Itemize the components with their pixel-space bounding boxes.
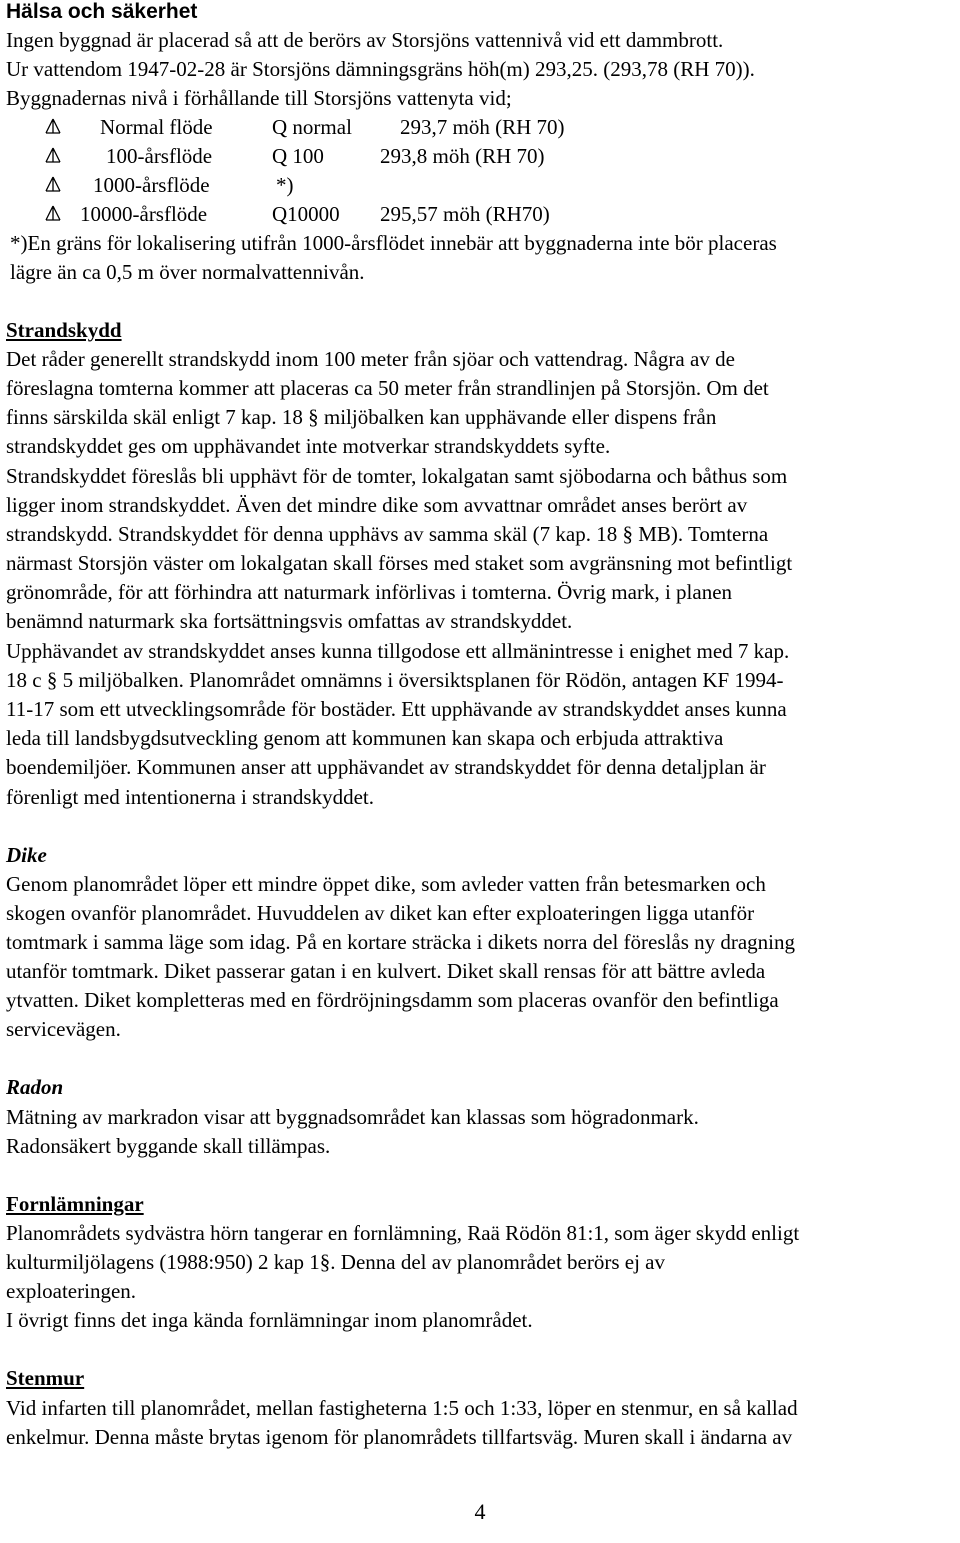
flow-name: 100-årsflöde [106, 144, 213, 168]
paragraph-line: föreslagna tomterna kommer att placeras ca 50 meter från strandlinjen på Storsjön. Om det [6, 376, 769, 400]
flow-name: 1000-årsflöde [93, 173, 210, 197]
heading-stenmur: Stenmur [6, 1366, 85, 1390]
heading-dike: Dike [6, 843, 47, 867]
paragraph-line: strandskyddet ges om upphävandet inte motverkar strandskyddets syfte. [6, 434, 611, 458]
note-line: lägre än ca 0,5 m över normalvattennivån. [10, 260, 365, 284]
heading-radon: Radon [6, 1075, 64, 1099]
heading-fornlamningar: Fornlämningar [6, 1192, 144, 1216]
flow-q: Q 100 [272, 144, 324, 168]
page-number: 4 [474, 1499, 486, 1524]
paragraph-line: Planområdets sydvästra hörn tangerar en fornlämning, Raä Rödön 81:1, som äger skydd enligt [6, 1221, 800, 1245]
paragraph-line: förenligt med intentionerna i strandskyddet. [6, 785, 374, 809]
flow-row-10000 [0, 200, 960, 229]
paragraph-line: boendemiljöer. Kommunen anser att upphävandet av strandskyddet för denna detaljplan är [6, 755, 766, 779]
triangle-bullet-icon [44, 205, 62, 223]
paragraph-line: enkelmur. Denna måste brytas igenom för planområdets tillfartsväg. Muren skall i ändarna av [6, 1425, 793, 1449]
paragraph-line: Ingen byggnad är placerad så att de berörs av Storsjöns vattennivå vid ett dammbrott. [6, 28, 724, 52]
paragraph-line: Byggnadernas nivå i förhållande till Storsjöns vattenyta vid; [6, 86, 512, 110]
heading-strandskydd: Strandskydd [6, 318, 122, 342]
paragraph-line: servicevägen. [6, 1017, 121, 1041]
heading-halsa-och-sakerhet: Hälsa och säkerhet [6, 0, 198, 23]
paragraph-line: ytvatten. Diket kompletteras med en fördröjningsdamm som placeras ovanför den befintliga [6, 988, 779, 1012]
paragraph-line: Mätning av markradon visar att byggnadsområdet kan klassas som högradonmark. [6, 1105, 699, 1129]
paragraph-line: kulturmiljölagens (1988:950) 2 kap 1§. Denna del av planområdet berörs ej av [6, 1250, 665, 1274]
paragraph-line: tomtmark i samma läge som idag. På en kortare sträcka i dikets norra del föreslås ny dragning [6, 930, 796, 954]
paragraph-line: grönområde, för att förhindra att naturmark införlivas i tomterna. Övrig mark, i planen [6, 580, 733, 604]
paragraph-line: ligger inom strandskyddet. Även det mindre dike som avvattnar området anses berört av [6, 493, 748, 517]
flow-row-normal [0, 113, 960, 142]
paragraph-line: utanför tomtmark. Diket passerar gatan i en kulvert. Diket skall rensas för att bättre avleda [6, 959, 766, 983]
paragraph-line: exploateringen. [6, 1279, 137, 1303]
paragraph-line: Strandskyddet föreslås bli upphävt för de tomter, lokalgatan samt sjöbodarna och båthus som [6, 464, 788, 488]
paragraph-line: Radonsäkert byggande skall tillämpas. [6, 1134, 331, 1158]
flow-name: Normal flöde [100, 115, 213, 139]
flow-level: 295,57 möh (RH70) [380, 202, 550, 226]
flow-level: 293,7 möh (RH 70) [400, 115, 565, 139]
paragraph-line: 18 c § 5 miljöbalken. Planområdet omnämns i översiktsplanen för Rödön, antagen KF 1994- [6, 668, 784, 692]
flow-level: 293,8 möh (RH 70) [380, 144, 545, 168]
flow-q: Q10000 [272, 202, 340, 226]
note-line: *)En gräns för lokalisering utifrån 1000-årsflödet innebär att byggnaderna inte bör placeras [10, 231, 777, 255]
paragraph-line: Det råder generellt strandskydd inom 100 meter från sjöar och vattendrag. Några av de [6, 347, 735, 371]
paragraph-line: benämnd naturmark ska fortsättningsvis omfattas av strandskyddet. [6, 609, 573, 633]
paragraph-line: Genom planområdet löper ett mindre öppet dike, som avleder vatten från betesmarken och [6, 872, 766, 896]
paragraph-line: leda till landsbygdsutveckling genom att kommunen kan skapa och erbjuda attraktiva [6, 726, 724, 750]
triangle-bullet-icon [44, 118, 62, 136]
triangle-bullet-icon [44, 176, 62, 194]
paragraph-line: strandskydd. Strandskyddet för denna upphävs av samma skäl (7 kap. 18 § MB). Tomterna [6, 522, 769, 546]
paragraph-line: finns särskilda skäl enligt 7 kap. 18 § miljöbalken kan upphävande eller dispens från [6, 405, 717, 429]
paragraph-line: närmast Storsjön väster om lokalgatan skall förses med staket som avgränsning mot befintligt [6, 551, 793, 575]
paragraph-line: 11-17 som ett utvecklingsområde för bostäder. Ett upphävande av strandskyddet anses kunna [6, 697, 787, 721]
paragraph-line: Ur vattendom 1947-02-28 är Storsjöns dämningsgräns höh(m) 293,25. (293,78 (RH 70)). [6, 57, 755, 81]
flow-q: Q normal [272, 115, 352, 139]
paragraph-line: Vid infarten till planområdet, mellan fastigheterna 1:5 och 1:33, löper en stenmur, en så kallad [6, 1396, 798, 1420]
flow-row-1000 [0, 171, 960, 200]
flow-row-100 [0, 142, 960, 171]
flow-q: *) [276, 173, 294, 197]
paragraph-line: I övrigt finns det inga kända fornlämningar inom planområdet. [6, 1308, 533, 1332]
flow-name: 10000-årsflöde [80, 202, 208, 226]
paragraph-line: skogen ovanför planområdet. Huvuddelen av diket kan efter exploateringen ligga utanför [6, 901, 755, 925]
paragraph-line: Upphävandet av strandskyddet anses kunna tillgodose ett allmänintresse i enighet med 7 kap. [6, 639, 790, 663]
triangle-bullet-icon [44, 147, 62, 165]
